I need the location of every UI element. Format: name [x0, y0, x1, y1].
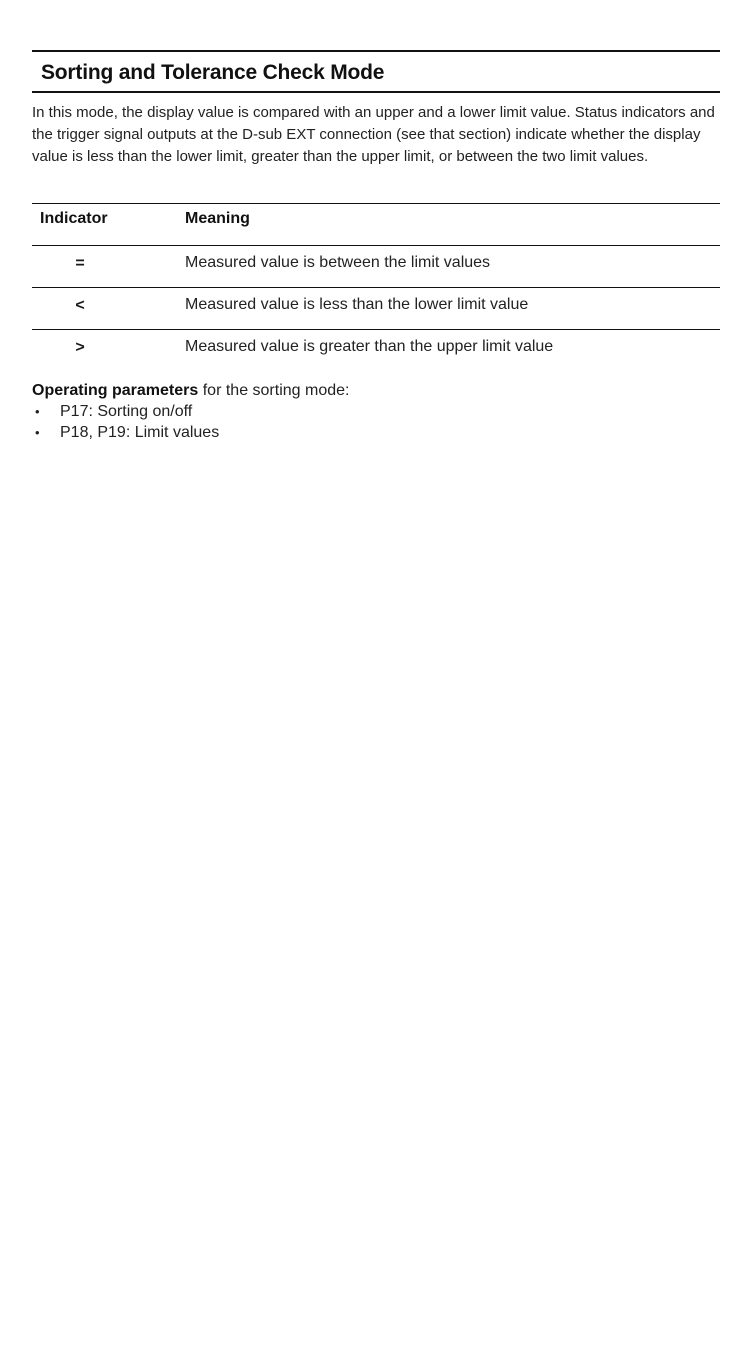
parameter-item-text: P18, P19: Limit values	[60, 424, 220, 441]
indicator-table	[32, 203, 720, 372]
indicator-equal: =	[75, 255, 85, 272]
table-header-row	[32, 204, 720, 246]
bullet-icon: •	[35, 404, 40, 419]
header-indicator: Indicator	[40, 210, 108, 227]
meaning-text: Measured value is greater than the upper limit value	[185, 338, 554, 355]
list-item	[32, 401, 720, 422]
bullet-icon: •	[35, 425, 40, 440]
table-row	[32, 288, 720, 330]
meaning-text: Measured value is less than the lower limit value	[185, 296, 529, 313]
parameter-item-text: P17: Sorting on/off	[60, 403, 193, 420]
list-item	[32, 422, 720, 443]
table-row	[32, 330, 720, 372]
section-title: Sorting and Tolerance Check Mode	[41, 61, 385, 84]
operating-parameters-line	[32, 380, 720, 401]
intro-paragraph: In this mode, the display value is compared with an upper and a lower limit value. Status indicators and the trigger signal outputs at the D-sub EXT connection (see that section) indicate whether the display value is less than the lower limit, greater than the upper limit, or between the two limit values.	[32, 104, 715, 165]
indicator-greater: >	[75, 339, 85, 356]
document-page	[32, 50, 720, 443]
header-meaning: Meaning	[185, 210, 250, 227]
operating-parameters-label: Operating parameters	[32, 382, 199, 399]
meaning-text: Measured value is between the limit values	[185, 254, 491, 271]
indicator-less: <	[75, 297, 85, 314]
operating-parameters-suffix: for the sorting mode:	[198, 382, 350, 399]
parameter-list	[32, 401, 720, 443]
section-title-block	[32, 50, 720, 93]
table-row	[32, 246, 720, 288]
